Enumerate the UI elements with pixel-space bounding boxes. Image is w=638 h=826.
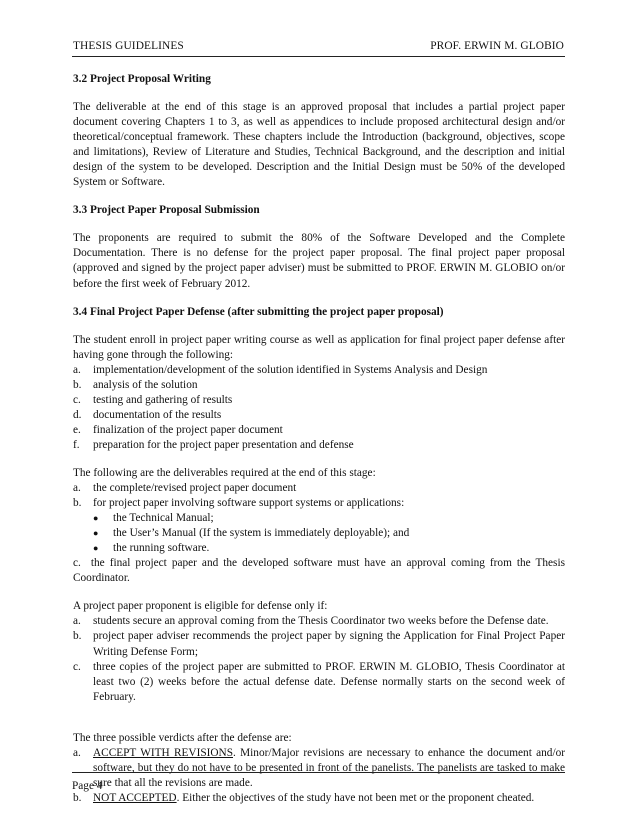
bullet-icon: ● — [93, 528, 99, 539]
list-marker: d. — [73, 408, 82, 421]
list-item-text: testing and gathering of results — [93, 393, 233, 406]
deliverables-intro: The following are the deliverables required at the end of this stage: — [73, 466, 376, 479]
list-marker: c. — [73, 393, 81, 406]
list-item-text: analysis of the solution — [93, 378, 198, 391]
verdicts-list — [73, 746, 565, 806]
list-item — [73, 378, 565, 393]
page-body — [73, 72, 565, 819]
list-marker: e. — [73, 423, 81, 436]
bullet-group — [73, 511, 565, 556]
list-item — [73, 481, 565, 496]
bullet-item — [73, 526, 565, 541]
list-item-text: three copies of the project paper are submitted to PROF. ERWIN M. GLOBIO, Thesis Coordinator at least two (2) weeks before the actual defense date. Defense normally starts on the second week of February. — [93, 660, 565, 703]
list-marker: a. — [73, 363, 81, 376]
list-item — [73, 614, 565, 629]
deliverables-list — [73, 481, 565, 586]
list-marker: c. — [73, 660, 81, 673]
header-rule — [72, 56, 565, 57]
bullet-icon: ● — [93, 513, 99, 524]
bullet-text: the User’s Manual (If the system is immediately deployable); and — [113, 527, 410, 540]
page-footer — [72, 772, 565, 792]
list-marker: f. — [73, 438, 80, 451]
list-marker: b. — [73, 791, 82, 804]
verdicts-intro: The three possible verdicts after the defense are: — [73, 731, 292, 744]
list-item — [73, 423, 565, 438]
page-number: Page 4 — [72, 780, 103, 792]
section-3-3-heading: 3.3 Project Paper Proposal Submission — [73, 204, 260, 217]
list-item — [73, 438, 565, 453]
list-item-text: implementation/development of the solution identified in Systems Analysis and Design — [93, 363, 488, 376]
steps-list — [73, 363, 565, 453]
bullet-item — [73, 511, 565, 526]
list-item — [73, 746, 565, 791]
list-item — [73, 363, 565, 378]
list-item — [73, 556, 565, 586]
list-marker: a. — [73, 615, 81, 628]
bullet-item — [73, 541, 565, 556]
list-marker: a. — [73, 482, 81, 495]
bullet-text: the running software. — [113, 542, 210, 555]
list-item-text: the complete/revised project paper document — [93, 482, 297, 495]
list-item-text: students secure an approval coming from the Thesis Coordinator two weeks before the Defense date. — [93, 615, 549, 628]
list-item — [73, 408, 565, 423]
section-3-3-paragraph: The proponents are required to submit the 80% of the Software Developed and the Complete Documentation. There is no defense for the project paper proposal. The final project paper proposal (approved and signed by the project paper adviser) must be submitted to PROF. ERWIN M. GLOBIO on/or before the first week of February 2012. — [73, 232, 565, 290]
header-author: PROF. ERWIN M. GLOBIO — [430, 40, 564, 52]
bullet-text: the Technical Manual; — [113, 512, 214, 525]
page-header — [73, 40, 564, 54]
list-marker: a. — [73, 746, 81, 759]
list-marker: b. — [73, 378, 82, 391]
list-item — [73, 791, 565, 806]
section-3-2-heading: 3.2 Project Proposal Writing — [73, 73, 211, 85]
list-item — [73, 496, 565, 511]
bullet-list — [73, 511, 565, 556]
list-item-text: the final project paper and the developed software must have an approval coming from the Thesis Coordinator. — [73, 557, 565, 585]
header-title: THESIS GUIDELINES — [73, 40, 184, 52]
list-item-text: documentation of the results — [93, 408, 222, 421]
verdict-text: . Minor/Major revisions are necessary to enhance the document and/or software, but they do not have to be presented in front of the panelists. The panelists are tasked to make sure that all the revisions are made. — [93, 746, 566, 789]
list-item — [73, 629, 565, 659]
verdict-label: ACCEPT WITH REVISIONS — [93, 746, 233, 759]
section-3-2-paragraph: The deliverable at the end of this stage is an approved proposal that includes a partial project paper document covering Chapters 1 to 3, as well as appendices to include proposed architectural design and/or theoretical/conceptual framework. These chapters include the Introduction (background, objectives, scope and limitations), Review of Literature and Studies, Technical Background, and the description and initial design of the system to be developed. Description and the Initial Design must be 50% of the developed System or Software. — [73, 101, 565, 189]
steps-intro: The student enroll in project paper writing course as well as application for final project paper defense after having gone through the following: — [73, 333, 565, 361]
list-item — [73, 393, 565, 408]
list-item-text: project paper adviser recommends the project paper by signing the Application for Final Project Paper Writing Defense Form; — [93, 630, 565, 658]
list-item-text: finalization of the project paper document — [93, 423, 283, 436]
list-marker: b. — [73, 497, 82, 510]
eligibility-list — [73, 614, 565, 704]
eligibility-intro: A project paper proponent is eligible for defense only if: — [73, 600, 328, 613]
list-marker: b. — [73, 630, 82, 643]
bullet-icon: ● — [93, 543, 99, 554]
verdict-label: NOT ACCEPTED — [93, 791, 177, 804]
list-marker: c. — [73, 557, 81, 570]
list-item-text: preparation for the project paper presentation and defense — [93, 438, 354, 451]
section-3-4-heading: 3.4 Final Project Paper Defense (after submitting the project paper proposal) — [73, 305, 444, 318]
verdict-text: . Either the objectives of the study have not been met or the proponent cheated. — [176, 791, 535, 804]
list-item-text: for project paper involving software support systems or applications: — [93, 497, 405, 510]
list-item — [73, 660, 565, 705]
